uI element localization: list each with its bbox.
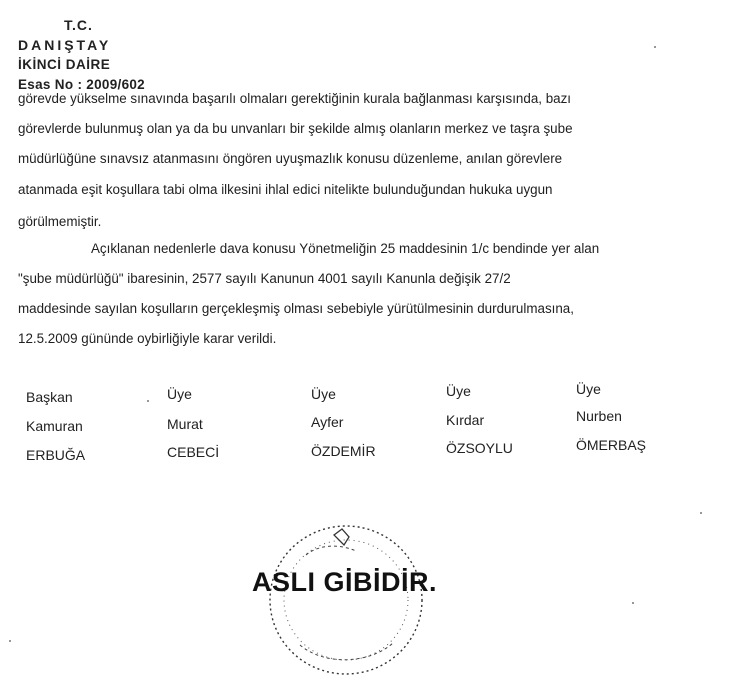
body-line: müdürlüğüne sınavsız atanmasını öngören uyuşmazlık konusu düzenleme, anılan görevlere [18,151,563,166]
signer-last-name: CEBECİ [167,444,220,460]
stamp-arc-text [306,546,356,555]
scan-speck [654,46,656,48]
case-value: : 2009/602 [77,77,145,92]
signer-last-name: ERBUĞA [26,447,86,463]
header-tc: T.C. [64,17,93,33]
signer-first-name: Kamuran [26,418,83,434]
stamp-inner-ring [284,540,408,660]
body-line: görülmemiştir. [18,214,102,229]
signer-role: Üye [446,383,471,399]
stamp-text: ASLI GİBİDİR. [252,567,438,597]
body-line: maddesinde sayılan koşulların gerçekleşmiş olması sebebiyle yürütülmesinin durdurulmasına, [18,301,574,316]
stamp-emblem [334,529,349,545]
scan-speck [147,400,149,402]
signer-role: Üye [167,386,192,402]
scan-speck [700,512,702,514]
signer-first-name: Murat [167,416,203,432]
body-line: 12.5.2009 gününde oybirliğiyle karar verildi. [18,331,277,346]
scan-speck [9,640,11,642]
body-line: görevde yükselme sınavında başarılı olmaları gerektiğinin kurala bağlanması karşısında, bazı [18,91,572,106]
signer-role: Başkan [26,389,73,405]
court-name: DANIŞTAY [18,37,112,53]
signer-last-name: ÖZDEMİR [311,443,376,459]
signer-first-name: Kırdar [446,412,485,428]
signer-first-name: Nurben [576,408,622,424]
body-line-indented: Açıklanan nedenlerle dava konusu Yönetmeliğin 25 maddesinin 1/c bendinde yer alan [91,241,600,256]
case-label: Esas No [18,77,74,92]
body-line: "şube müdürlüğü" ibaresinin, 2577 sayılı Kanunun 4001 sayılı Kanunla değişik 27/2 [18,271,511,286]
case-number [18,77,145,92]
signer-last-name: ÖMERBAŞ [576,437,647,453]
scan-speck [632,602,634,604]
signer-role: Üye [311,386,336,402]
signer-last-name: ÖZSOYLU [446,440,513,456]
signer-first-name: Ayfer [311,414,344,430]
signer-role: Üye [576,381,601,397]
certified-copy-stamp [248,505,488,680]
body-line: atanmada eşit koşullara tabi olma ilkesini ihlal edici nitelikte bulunduğundan hukuka uygun [18,182,553,197]
stamp-outer-ring [270,526,422,674]
body-line: görevlerde bulunmuş olan ya da bu unvanları bir şekilde almış olanların merkez ve taşra şube [18,121,573,136]
stamp-arc-text [300,643,393,660]
department-name: İKİNCİ DAİRE [18,57,111,72]
